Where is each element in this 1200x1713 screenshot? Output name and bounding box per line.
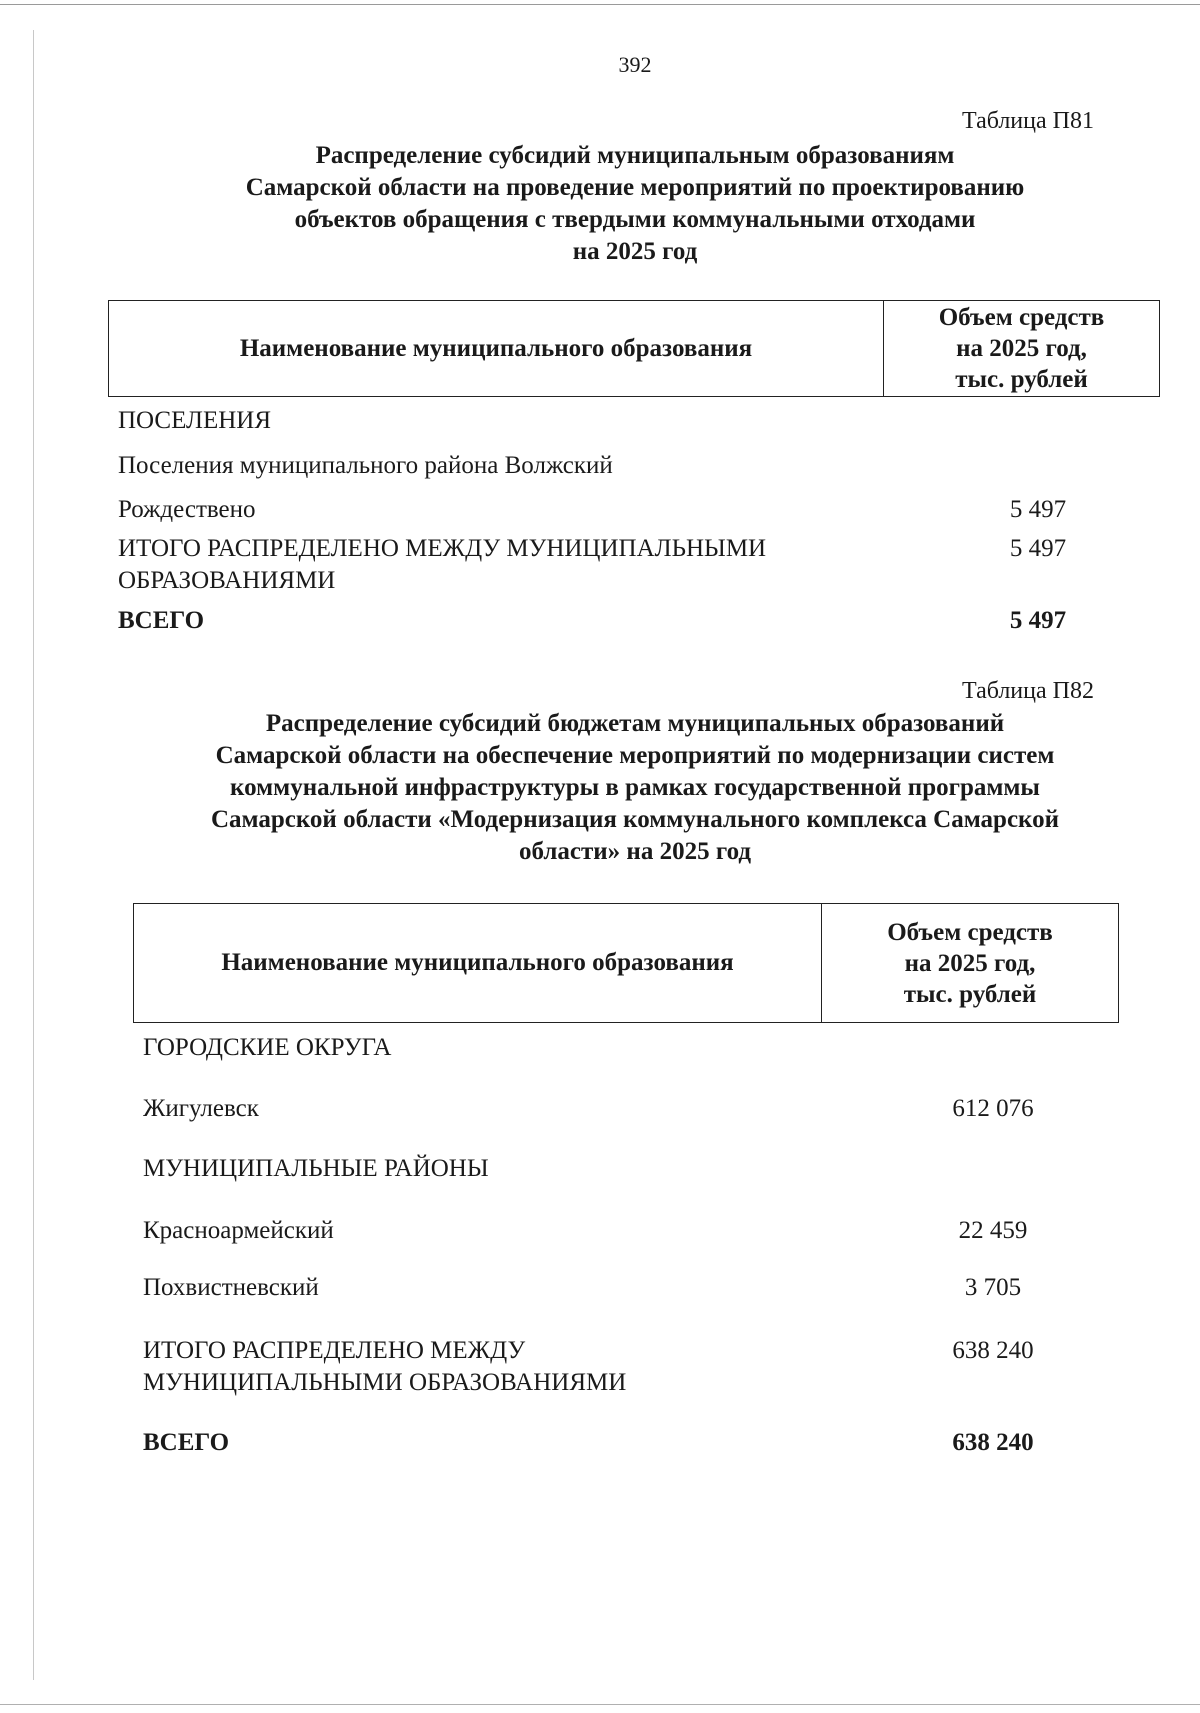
table2-title-line: коммунальной инфраструктуры в рамках государственной программы: [230, 774, 1040, 801]
table2-row-name-line: ИТОГО РАСПРЕДЕЛЕНО МЕЖДУ: [143, 1337, 526, 1364]
table2-row-name: ВСЕГО: [143, 1429, 230, 1456]
table2-header-value: [822, 904, 1118, 1022]
table1-row-value: 5 497: [1009, 607, 1067, 634]
table1-row-name-line: ОБРАЗОВАНИЯМИ: [118, 567, 336, 594]
scan-edge-left: [33, 30, 34, 1680]
table2-row-name: ГОРОДСКИЕ ОКРУГА: [143, 1034, 392, 1061]
table2-row-name: Красноармейский: [143, 1217, 334, 1244]
table1-title-line: на 2025 год: [572, 238, 698, 265]
table1-header: [108, 300, 1160, 397]
table2-row-name: Жигулевск: [143, 1095, 259, 1122]
table2-title-line: области» на 2025 год: [519, 838, 751, 865]
table1-row-name-line: ИТОГО РАСПРЕДЕЛЕНО МЕЖДУ МУНИЦИПАЛЬНЫМИ: [118, 535, 767, 562]
page-number: 392: [618, 52, 652, 77]
table2-row-name: Похвистневский: [143, 1274, 319, 1301]
table2-row-name: [143, 1335, 626, 1399]
table1-header-value-line: на 2025 год,: [956, 335, 1087, 362]
table2-title-line: Самарской области на обеспечение мероприятий по модернизации систем: [215, 742, 1055, 769]
scan-edge-top: [0, 4, 1200, 5]
table1-row-name: Рождествено: [118, 496, 256, 523]
table2-title-line: Самарской области «Модернизация коммунального комплекса Самарской: [210, 806, 1060, 833]
table1-header-name: Наименование муниципального образования: [109, 301, 884, 396]
table2-row-name-line: МУНИЦИПАЛЬНЫМИ ОБРАЗОВАНИЯМИ: [143, 1369, 627, 1396]
table1-row-name: Поселения муниципального района Волжский: [118, 452, 613, 479]
table2-header-value-line: Объем средств: [887, 918, 1053, 946]
table1-title: [100, 140, 1170, 268]
table2-title: [70, 708, 1200, 868]
table2-title-line: Распределение субсидий бюджетам муниципальных образований: [265, 710, 1005, 737]
scan-edge-bottom: [0, 1704, 1200, 1705]
table1-row-name: ВСЕГО: [118, 607, 205, 634]
table2-label: Таблица П82: [962, 678, 1094, 704]
table1-header-value: [884, 301, 1159, 396]
table2-row-value: 22 459: [958, 1217, 1028, 1244]
table2-header-value-line: тыс. рублей: [903, 980, 1037, 1008]
table1-title-line: объектов обращения с твердыми коммунальными отходами: [294, 206, 976, 233]
table2-row-value: 3 705: [964, 1274, 1022, 1301]
table2-row-value: 612 076: [952, 1095, 1034, 1122]
table1-title-line: Распределение субсидий муниципальным образованиям: [315, 142, 955, 169]
table1-header-value-line: тыс. рублей: [955, 366, 1088, 393]
table1-header-value-line: Объем средств: [938, 304, 1105, 331]
table1-label: Таблица П81: [962, 108, 1094, 134]
table2-row-value: 638 240: [952, 1429, 1034, 1456]
table2-header-name: Наименование муниципального образования: [134, 904, 822, 1022]
table2-row-value: 638 240: [952, 1337, 1034, 1364]
table2-header-value-line: на 2025 год,: [904, 949, 1036, 977]
table1-row-value: 5 497: [1009, 535, 1067, 562]
table1-row-value: 5 497: [1009, 496, 1067, 523]
table1-row-name: [118, 533, 766, 597]
table1-row-name: ПОСЕЛЕНИЯ: [118, 407, 272, 434]
table1-title-line: Самарской области на проведение мероприятий по проектированию: [245, 174, 1025, 201]
table2-header: [133, 903, 1119, 1023]
table2-row-name: МУНИЦИПАЛЬНЫЕ РАЙОНЫ: [143, 1155, 489, 1182]
